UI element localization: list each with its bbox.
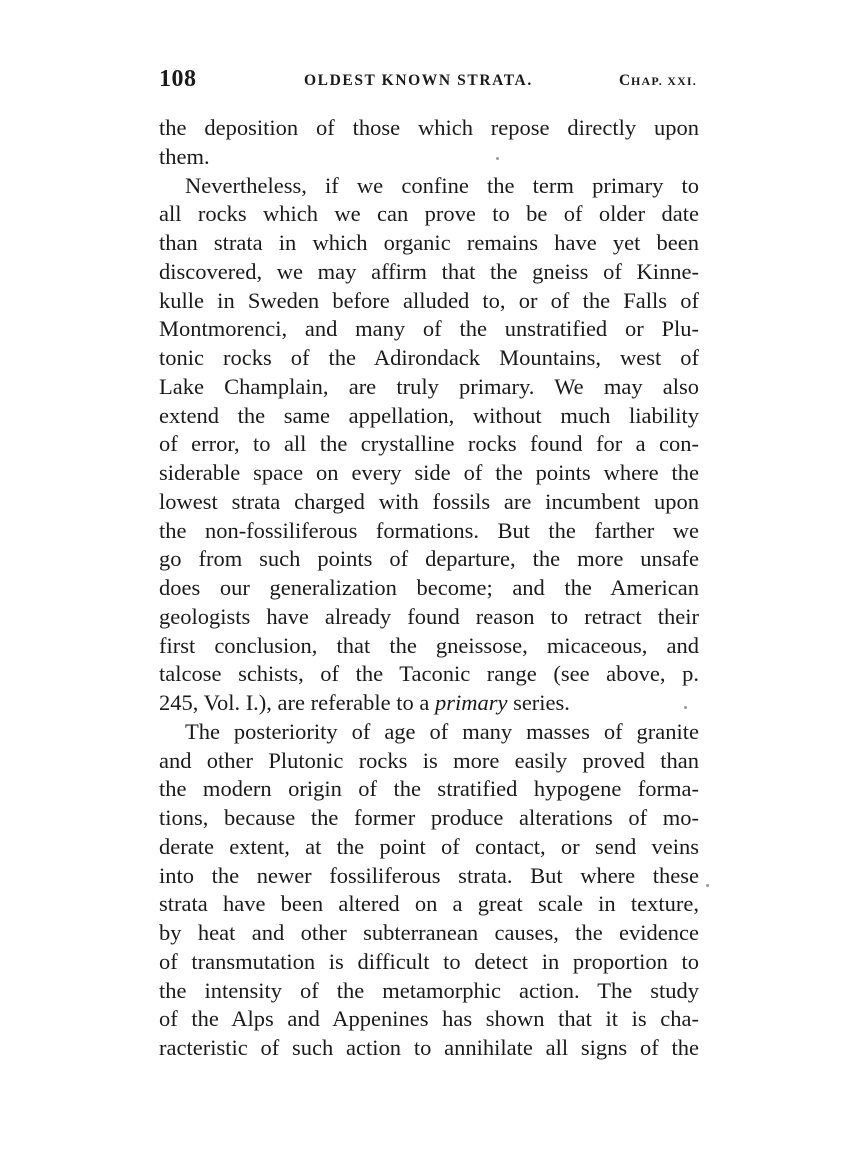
text-line: the non-fossiliferous formations. But the farther we [159, 517, 699, 543]
text-line: extend the same appellation, without much liability [159, 402, 699, 428]
text-line: kulle in Sweden before alluded to, or of the Falls of [159, 287, 699, 313]
book-page [159, 60, 699, 1060]
text-line: of the Alps and Appenines has shown that it is cha- [159, 1006, 699, 1032]
text-line: the modern origin of the stratified hypogene forma- [159, 776, 699, 802]
text-line: racteristic of such action to annihilate all signs of the [159, 1035, 699, 1060]
chapter-label-rest: HAP. XXI. [630, 74, 697, 88]
text-line: tions, because the former produce alterations of mo- [159, 805, 699, 830]
text-line: of transmutation is difficult to detect in proportion to [159, 948, 699, 974]
text-line-segment: 245, Vol. I.), are referable to a [159, 690, 435, 715]
page-number: 108 [159, 66, 197, 92]
text-line: by heat and other subterranean causes, the evidence [159, 920, 699, 945]
text-line: siderable space on every side of the points where the [159, 460, 699, 485]
text-line: talcose schists, of the Taconic range (see above, p. [159, 661, 699, 687]
text-line: all rocks which we can prove to be of older date [159, 201, 699, 227]
text-line: The posteriority of age of many masses of granite [185, 718, 699, 744]
chapter-label-initial: C [618, 72, 631, 89]
text-line: Nevertheless, if we confine the term primary to [185, 172, 699, 198]
paper-speck [496, 157, 499, 160]
text-line: of error, to all the crystalline rocks found for a con- [159, 431, 699, 457]
running-title: OLDEST KNOWN STRATA. [304, 72, 533, 89]
text-line: discovered, we may affirm that the gneiss of Kinne- [159, 258, 699, 284]
body-text [159, 114, 699, 1063]
text-line: lowest strata charged with fossils are incumbent upon [159, 488, 699, 514]
text-line: Lake Champlain, are truly primary. We may also [159, 373, 699, 399]
running-head [159, 60, 699, 96]
chapter-label [619, 72, 697, 90]
text-line: into the newer fossiliferous strata. But where these [159, 862, 699, 888]
text-line: tonic rocks of the Adirondack Mountains, west of [159, 345, 699, 370]
paper-speck [684, 706, 687, 709]
text-line-segment: series. [507, 690, 570, 715]
text-line: derate extent, at the point of contact, or send veins [159, 833, 699, 859]
text-line: them. [159, 143, 210, 169]
text-line: strata have been altered on a great scale in texture, [159, 891, 699, 917]
text-line [159, 689, 699, 718]
paper-speck [706, 884, 709, 887]
text-line: geologists have already found reason to retract their [159, 603, 699, 629]
text-line: the deposition of those which repose directly upon [159, 115, 699, 140]
text-line: and other Plutonic rocks is more easily proved than [159, 747, 699, 773]
text-line: does our generalization become; and the American [159, 575, 699, 600]
text-line: Montmorenci, and many of the unstratified or Plu- [159, 316, 699, 342]
text-line: first conclusion, that the gneissose, micaceous, and [159, 632, 699, 658]
italic-term: primary [434, 690, 508, 715]
text-line: than strata in which organic remains have yet been [159, 230, 699, 255]
text-line: go from such points of departure, the more unsafe [159, 546, 699, 572]
text-line: the intensity of the metamorphic action. The study [159, 977, 699, 1003]
